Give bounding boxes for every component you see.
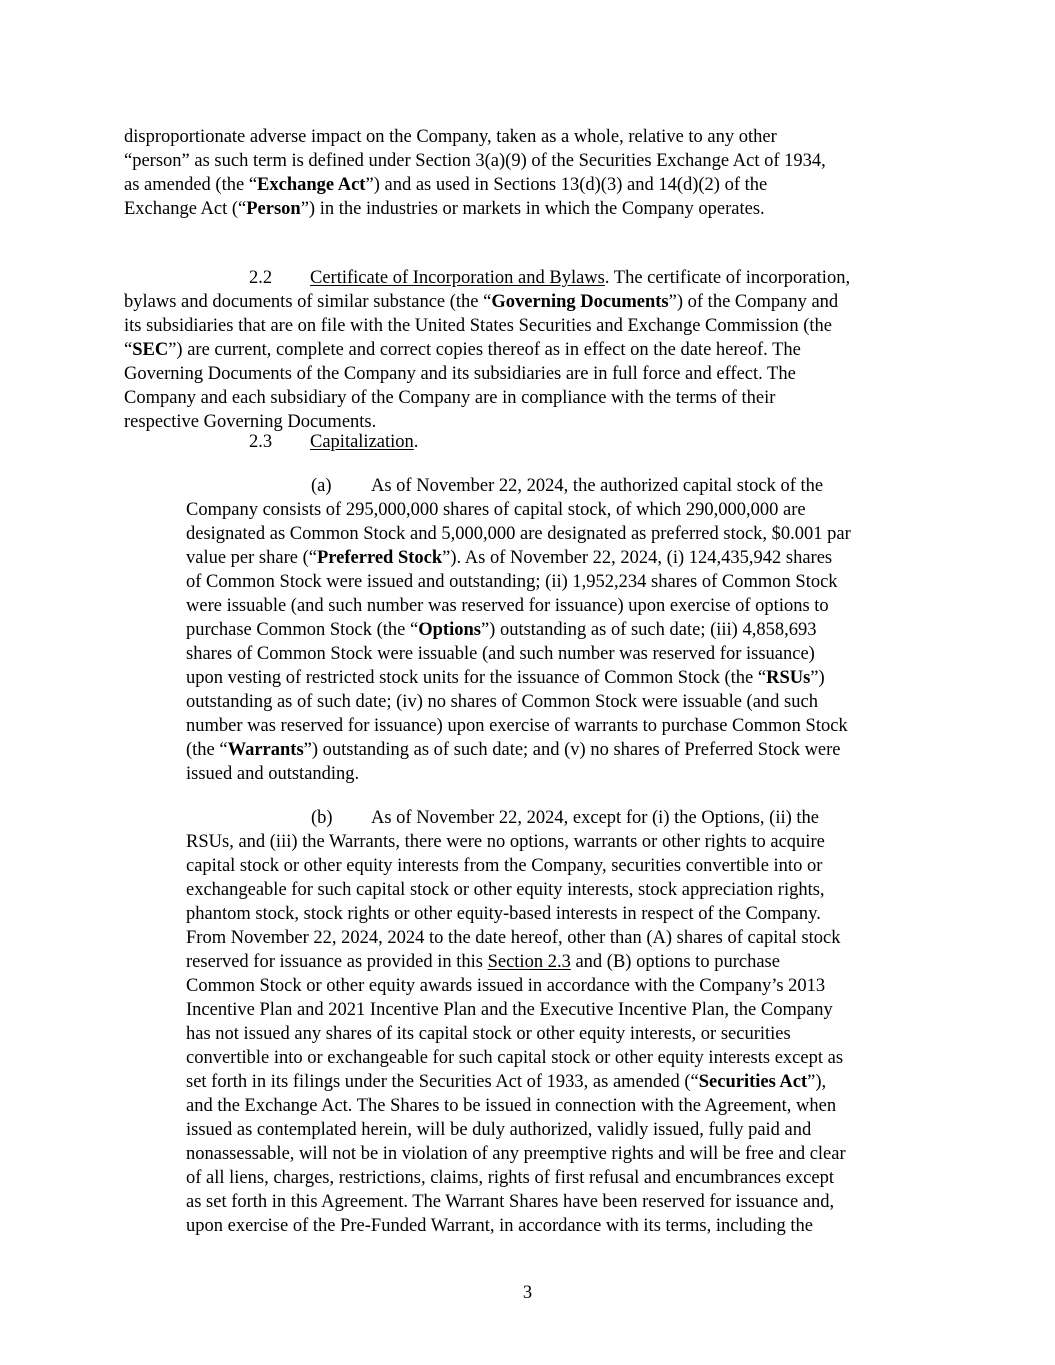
subsection-line: upon exercise of the Pre-Funded Warrant, in accordance with its terms, including the [186,1216,813,1236]
defined-term: RSUs [766,668,811,688]
page-number: 3 [522,1283,533,1303]
section-line: its subsidiaries that are on file with the United States Securities and Exchange Commission (the [124,316,832,336]
defined-term: Governing Documents [491,292,669,312]
intro-line: “person” as such term is defined under Section 3(a)(9) of the Securities Exchange Act of 1934, [124,151,826,171]
subsection-line: exchangeable for such capital stock or other equity interests, stock appreciation rights, [186,880,825,900]
subsection-line: outstanding as of such date; (iv) no shares of Common Stock were issuable (and such [186,692,818,712]
defined-term: Exchange Act [257,175,366,195]
subsection-line: Incentive Plan and 2021 Incentive Plan and the Executive Incentive Plan, the Company [186,1000,833,1020]
subsection-line: As of November 22, 2024, the authorized capital stock of the [371,476,824,496]
subsection-line: Common Stock or other equity awards issued in accordance with the Company’s 2013 [186,976,826,996]
intro-line: as amended (the “Exchange Act”) and as used in Sections 13(d)(3) and 14(d)(2) of the [124,175,768,195]
subsection-number: (a) [311,476,332,496]
subsection-line: of all liens, charges, restrictions, claims, rights of first refusal and encumbrances except [186,1168,834,1188]
subsection-line: upon vesting of restricted stock units for the issuance of Common Stock (the “RSUs”) [186,668,825,688]
subsection-line: were issuable (and such number was reserved for issuance) upon exercise of options to [186,596,829,616]
section-line: Company and each subsidiary of the Company are in compliance with the terms of their [124,388,776,408]
defined-term: Options [418,620,481,640]
subsection-line: issued as contemplated herein, will be duly authorized, validly issued, fully paid and [186,1120,812,1140]
subsection-line: phantom stock, stock rights or other equity-based interests in respect of the Company. [186,904,821,924]
section-number: 2.2 [249,268,273,288]
defined-term: Person [246,199,301,219]
subsection-line: Company consists of 295,000,000 shares of capital stock, of which 290,000,000 are [186,500,806,520]
section-reference: Section 2.3 [487,952,571,972]
intro-line: disproportionate adverse impact on the Company, taken as a whole, relative to any other [124,127,777,147]
subsection-line: of Common Stock were issued and outstanding; (ii) 1,952,234 shares of Common Stock [186,572,838,592]
subsection-line: as set forth in this Agreement. The Warrant Shares have been reserved for issuance and, [186,1192,835,1212]
subsection-line: shares of Common Stock were issuable (and such number was reserved for issuance) [186,644,815,664]
defined-term: SEC [132,340,169,360]
section-line: respective Governing Documents. [124,412,377,432]
subsection-line: reserved for issuance as provided in this Section 2.3 and (B) options to purchase [186,952,780,972]
defined-term: Preferred Stock [316,548,443,568]
defined-term: Warrants [227,740,304,760]
subsection-line: issued and outstanding. [186,764,360,784]
subsection-line: number was reserved for issuance) upon exercise of warrants to purchase Common Stock [186,716,848,736]
subsection-number: (b) [311,808,333,828]
subsection-line: (the “Warrants”) outstanding as of such date; and (v) no shares of Preferred Stock were [186,740,841,760]
section-line: “SEC”) are current, complete and correct copies thereof as in effect on the date hereof. The [124,340,801,360]
subsection-line: nonassessable, will not be in violation of any preemptive rights and will be free and clear [186,1144,846,1164]
subsection-line: RSUs, and (iii) the Warrants, there were no options, warrants or other rights to acquire [186,832,825,852]
intro-line: Exchange Act (“Person”) in the industries or markets in which the Company operates. [124,199,765,219]
subsection-line: value per share (“Preferred Stock”). As of November 22, 2024, (i) 124,435,942 shares [186,548,833,568]
subsection-line: designated as Common Stock and 5,000,000 are designated as preferred stock, $0.001 par [186,524,851,544]
section-heading-line: Capitalization. [310,432,419,452]
section-number: 2.3 [249,432,273,452]
subsection-line: capital stock or other equity interests from the Company, securities convertible into or [186,856,823,876]
section-heading: Certificate of Incorporation and Bylaws [310,268,605,288]
section-heading: Capitalization [310,432,414,452]
subsection-line: and the Exchange Act. The Shares to be issued in connection with the Agreement, when [186,1096,837,1116]
subsection-line: set forth in its filings under the Securities Act of 1933, as amended (“Securities Act”), [186,1072,827,1092]
section-line: Governing Documents of the Company and its subsidiaries are in full force and effect. The [124,364,796,384]
subsection-line: has not issued any shares of its capital stock or other equity interests, or securities [186,1024,791,1044]
section-line: bylaws and documents of similar substance (the “Governing Documents”) of the Company and [124,292,839,312]
defined-term: Securities Act [698,1072,808,1092]
section-heading-line: Certificate of Incorporation and Bylaws. The certificate of incorporation, [310,268,851,288]
subsection-line: As of November 22, 2024, except for (i) the Options, (ii) the [371,808,820,828]
subsection-line: From November 22, 2024, 2024 to the date hereof, other than (A) shares of capital stock [186,928,841,948]
subsection-line: convertible into or exchangeable for such capital stock or other equity interests except as [186,1048,844,1068]
subsection-line: purchase Common Stock (the “Options”) outstanding as of such date; (iii) 4,858,693 [186,620,817,640]
